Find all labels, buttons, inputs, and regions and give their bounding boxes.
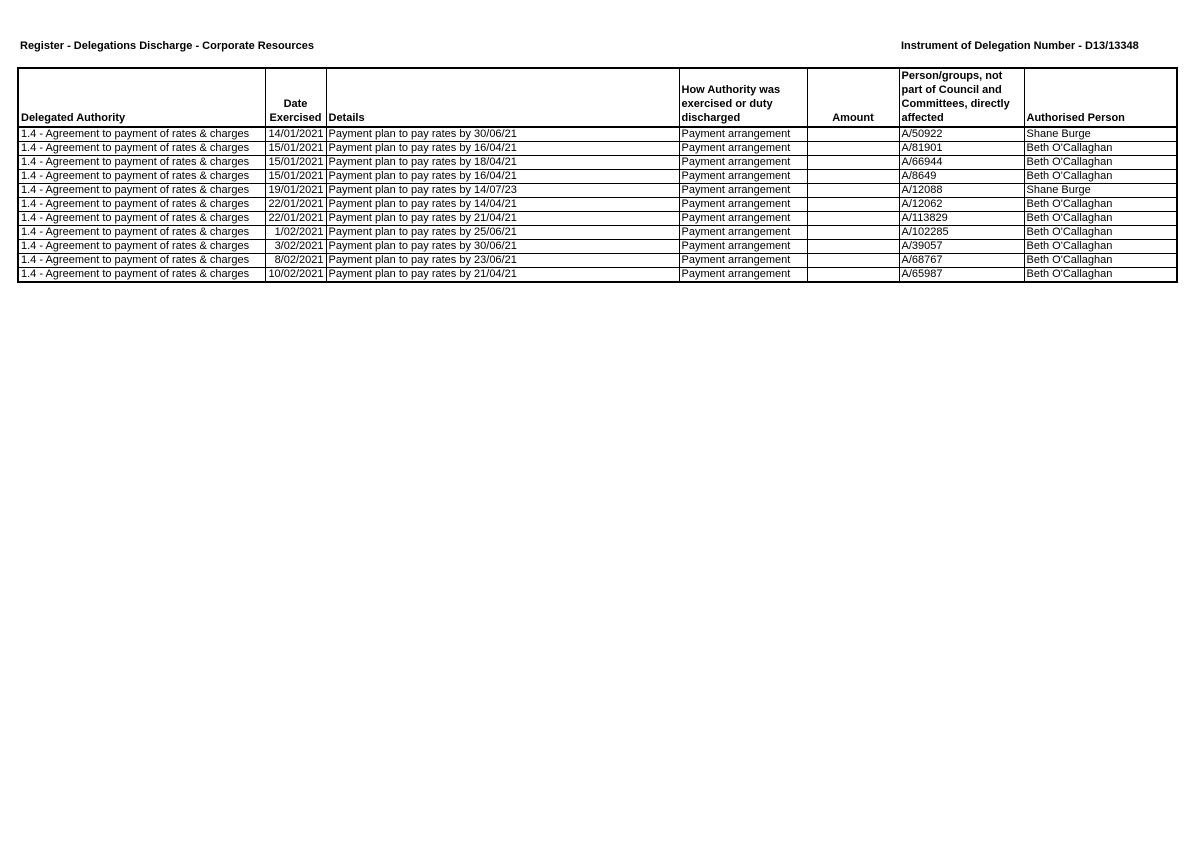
cell-authorised-person: Shane Burge [1024,127,1177,142]
table-row [18,127,1177,142]
cell-persons-affected: A/50922 [899,127,1024,142]
cell-amount [807,184,899,198]
col-persons-affected: Person/groups, not part of Council and Committees, directly affected [899,68,1024,127]
cell-how-authority: Payment arrangement [679,184,807,198]
col-details: Details [326,68,679,127]
table-header-row [18,68,1177,127]
cell-details: Payment plan to pay rates by 14/04/21 [326,198,679,212]
cell-amount [807,170,899,184]
col-amount: Amount [807,68,899,127]
cell-details: Payment plan to pay rates by 16/04/21 [326,170,679,184]
cell-date-exercised: 19/01/2021 [265,184,326,198]
cell-details: Payment plan to pay rates by 23/06/21 [326,254,679,268]
cell-date-exercised: 10/02/2021 [265,268,326,283]
cell-delegated-authority: 1.4 - Agreement to payment of rates & charges [18,127,265,142]
table-row [18,240,1177,254]
cell-amount [807,268,899,283]
cell-amount [807,212,899,226]
cell-persons-affected: A/39057 [899,240,1024,254]
cell-date-exercised: 22/01/2021 [265,212,326,226]
cell-details: Payment plan to pay rates by 21/04/21 [326,268,679,283]
table-row [18,170,1177,184]
cell-persons-affected: A/12062 [899,198,1024,212]
cell-persons-affected: A/68767 [899,254,1024,268]
cell-delegated-authority: 1.4 - Agreement to payment of rates & charges [18,184,265,198]
cell-delegated-authority: 1.4 - Agreement to payment of rates & charges [18,170,265,184]
table-row [18,198,1177,212]
cell-how-authority: Payment arrangement [679,170,807,184]
col-how-authority: How Authority was exercised or duty discharged [679,68,807,127]
cell-amount [807,240,899,254]
cell-authorised-person: Beth O'Callaghan [1024,254,1177,268]
cell-authorised-person: Beth O'Callaghan [1024,170,1177,184]
cell-authorised-person: Beth O'Callaghan [1024,142,1177,156]
cell-how-authority: Payment arrangement [679,142,807,156]
cell-delegated-authority: 1.4 - Agreement to payment of rates & charges [18,198,265,212]
cell-how-authority: Payment arrangement [679,240,807,254]
col-authorised-person: Authorised Person [1024,68,1177,127]
col-date-line2: Exercised [269,112,322,124]
cell-delegated-authority: 1.4 - Agreement to payment of rates & charges [18,156,265,170]
cell-authorised-person: Beth O'Callaghan [1024,198,1177,212]
table-row [18,156,1177,170]
cell-details: Payment plan to pay rates by 30/06/21 [326,240,679,254]
cell-delegated-authority: 1.4 - Agreement to payment of rates & charges [18,226,265,240]
cell-authorised-person: Beth O'Callaghan [1024,226,1177,240]
table-row [18,184,1177,198]
col-date-line1: Date [283,98,308,110]
cell-delegated-authority: 1.4 - Agreement to payment of rates & charges [18,268,265,283]
cell-amount [807,127,899,142]
cell-persons-affected: A/12088 [899,184,1024,198]
cell-date-exercised: 15/01/2021 [265,170,326,184]
cell-delegated-authority: 1.4 - Agreement to payment of rates & charges [18,240,265,254]
cell-persons-affected: A/113829 [899,212,1024,226]
cell-date-exercised: 15/01/2021 [265,156,326,170]
cell-delegated-authority: 1.4 - Agreement to payment of rates & charges [18,212,265,226]
cell-authorised-person: Beth O'Callaghan [1024,240,1177,254]
cell-details: Payment plan to pay rates by 30/06/21 [326,127,679,142]
cell-authorised-person: Shane Burge [1024,184,1177,198]
cell-date-exercised: 14/01/2021 [265,127,326,142]
cell-persons-affected: A/81901 [899,142,1024,156]
cell-date-exercised: 22/01/2021 [265,198,326,212]
cell-authorised-person: Beth O'Callaghan [1024,268,1177,283]
cell-amount [807,198,899,212]
cell-amount [807,226,899,240]
cell-how-authority: Payment arrangement [679,226,807,240]
cell-persons-affected: A/65987 [899,268,1024,283]
cell-details: Payment plan to pay rates by 14/07/23 [326,184,679,198]
cell-authorised-person: Beth O'Callaghan [1024,156,1177,170]
instrument-number: Instrument of Delegation Number - D13/13348 [901,40,1139,52]
table-body [18,127,1177,282]
cell-how-authority: Payment arrangement [679,198,807,212]
cell-how-authority: Payment arrangement [679,268,807,283]
cell-date-exercised: 3/02/2021 [265,240,326,254]
cell-details: Payment plan to pay rates by 18/04/21 [326,156,679,170]
cell-details: Payment plan to pay rates by 16/04/21 [326,142,679,156]
col-delegated-authority: Delegated Authority [18,68,265,127]
cell-how-authority: Payment arrangement [679,254,807,268]
cell-how-authority: Payment arrangement [679,212,807,226]
delegations-table [17,67,1178,283]
cell-date-exercised: 15/01/2021 [265,142,326,156]
col-date-exercised [265,68,326,127]
cell-date-exercised: 1/02/2021 [265,226,326,240]
cell-authorised-person: Beth O'Callaghan [1024,212,1177,226]
cell-delegated-authority: 1.4 - Agreement to payment of rates & charges [18,142,265,156]
cell-amount [807,142,899,156]
cell-persons-affected: A/102285 [899,226,1024,240]
table-row [18,212,1177,226]
table-row [18,254,1177,268]
cell-how-authority: Payment arrangement [679,156,807,170]
table-row [18,226,1177,240]
cell-amount [807,156,899,170]
cell-details: Payment plan to pay rates by 25/06/21 [326,226,679,240]
cell-date-exercised: 8/02/2021 [265,254,326,268]
table-row [18,142,1177,156]
cell-persons-affected: A/66944 [899,156,1024,170]
cell-details: Payment plan to pay rates by 21/04/21 [326,212,679,226]
table-row [18,268,1177,283]
register-title: Register - Delegations Discharge - Corporate Resources [20,40,315,52]
cell-how-authority: Payment arrangement [679,127,807,142]
cell-amount [807,254,899,268]
cell-persons-affected: A/8649 [899,170,1024,184]
cell-delegated-authority: 1.4 - Agreement to payment of rates & charges [18,254,265,268]
